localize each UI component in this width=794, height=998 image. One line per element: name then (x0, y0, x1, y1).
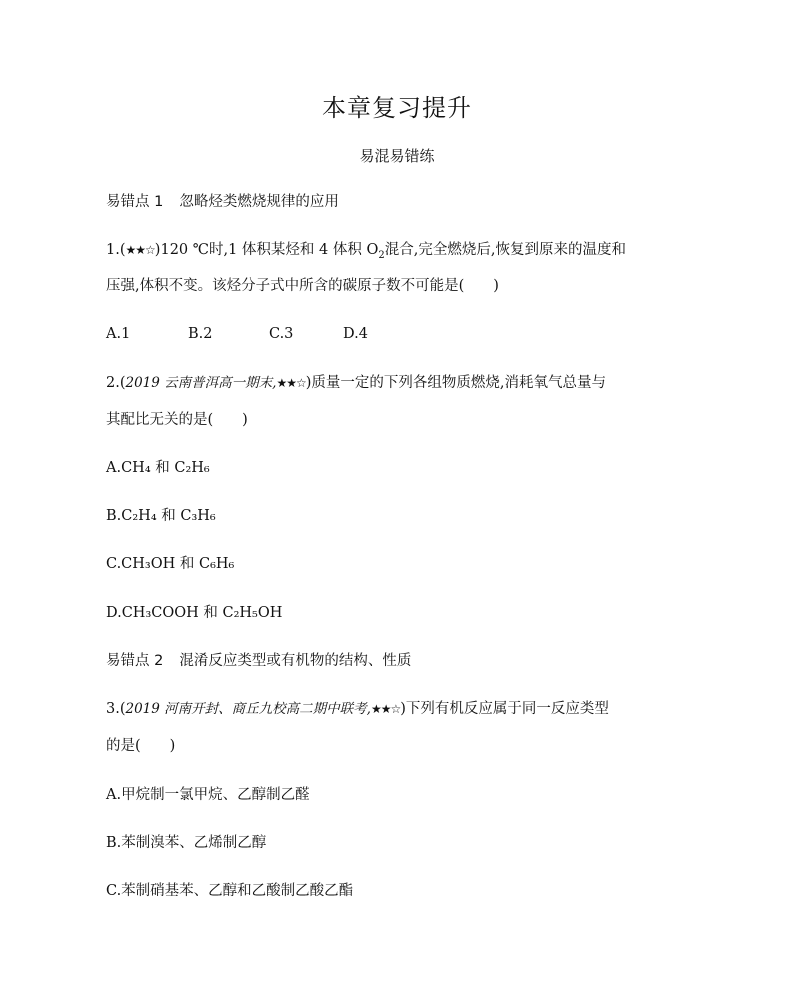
option-d: D.4 (343, 326, 368, 342)
option-b: B.C₂H₄ 和 C₃H₆ (106, 508, 216, 524)
section-topic: 混淆反应类型或有机物的结构、性质 (179, 653, 412, 669)
question-1-line-1: 1.(★★☆)120 ℃时,1 体积某烃和 4 体积 $O_2$混合,完全燃烧后,恢复到原来的温度和 (106, 242, 626, 261)
difficulty-stars: ★★☆ (125, 243, 155, 257)
question-1-options (106, 324, 368, 344)
question-2-line-2: 其配比无关的是( ) (106, 412, 248, 428)
question-1-line-2: 压强,体积不变。该烃分子式中所含的碳原子数不可能是( ) (106, 278, 499, 294)
option-b: B.苯制溴苯、乙烯制乙醇 (106, 835, 267, 851)
option-a: A.CH₄ 和 C₂H₆ (106, 460, 210, 476)
question-source: 2019 河南开封、商丘九校高二期中联考, (125, 701, 371, 717)
section-subtitle: 易混易错练 (359, 147, 435, 165)
option-c: C.3 (269, 326, 294, 342)
option-d: D.CH₃COOH 和 C₂H₅OH (106, 605, 283, 621)
section-label: 易错点 2 (106, 653, 164, 669)
difficulty-stars: ★★☆ (370, 702, 401, 716)
section-heading-1 (106, 192, 339, 212)
question-source: 2019 云南普洱高一期末, (125, 375, 277, 391)
section-topic: 忽略烃类燃烧规律的应用 (179, 194, 339, 210)
question-3-line-2: 的是( ) (106, 738, 176, 754)
option-a: A.甲烷制一氯甲烷、乙醇制乙醛 (106, 787, 310, 803)
section-label: 易错点 1 (106, 194, 164, 210)
option-a: A.1 (106, 326, 131, 342)
option-c: C.苯制硝基苯、乙醇和乙酸制乙酸乙酯 (106, 883, 354, 899)
option-b: B.2 (188, 326, 213, 342)
question-3-line-1: 3.(2019 河南开封、商丘九校高二期中联考,★★☆)下列有机反应属于同一反应类型 (106, 701, 609, 717)
section-heading-2 (106, 651, 411, 671)
option-c: C.CH₃OH 和 C₆H₆ (106, 556, 235, 572)
chapter-title: 本章复习提升 (322, 94, 472, 122)
question-2-line-1: 2.(2019 云南普洱高一期末,★★☆)质量一定的下列各组物质燃烧,消耗氧气总量与 (106, 375, 606, 391)
difficulty-stars: ★★☆ (276, 376, 306, 390)
